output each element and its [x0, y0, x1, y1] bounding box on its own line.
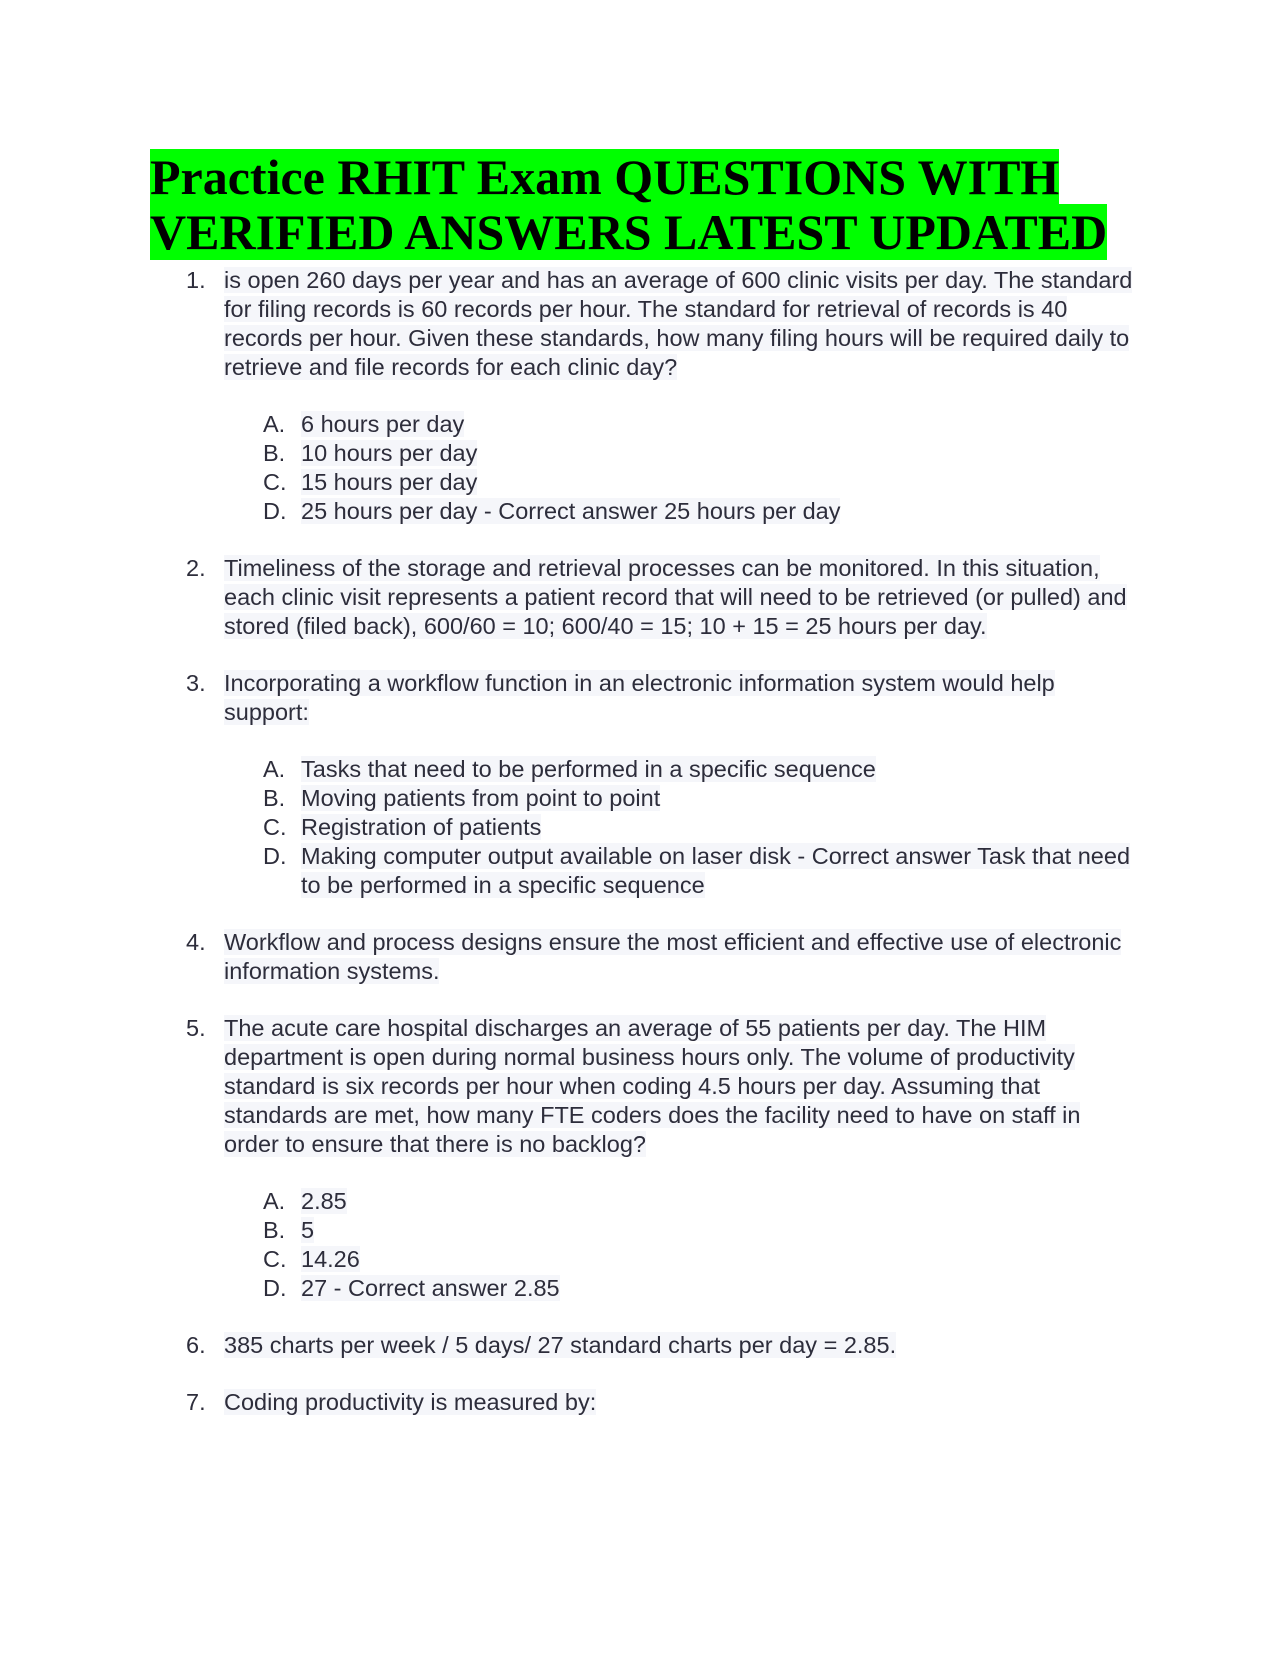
option-text: Moving patients from point to point: [301, 785, 661, 811]
option-letter: C.: [263, 469, 287, 495]
item-number: 7.: [186, 1389, 206, 1415]
item-number: 4.: [186, 929, 206, 955]
answer-options: [186, 410, 1136, 526]
answer-option: [263, 439, 1136, 468]
explanation-text: 385 charts per week / 5 days/ 27 standard charts per day = 2.85.: [224, 1332, 897, 1358]
list-item: [186, 1388, 1136, 1417]
option-letter: B.: [263, 785, 286, 811]
option-text: 2.85: [301, 1188, 347, 1214]
question-text: Coding productivity is measured by:: [224, 1389, 597, 1415]
list-item: [186, 266, 1136, 382]
answer-option: [263, 755, 1136, 784]
answer-option: [263, 1187, 1136, 1216]
option-text: Registration of patients: [301, 814, 542, 840]
option-letter: D.: [263, 843, 287, 869]
option-letter: B.: [263, 440, 286, 466]
option-letter: D.: [263, 1275, 287, 1301]
item-number: 1.: [186, 267, 206, 293]
question-text: The acute care hospital discharges an average of 55 patients per day. The HIM department is open during normal business hours only. The volume of productivity standard is six records per hour when coding 4.5 hours per day. Assuming that standards are met, how many FTE coders does the facility need to have on staff in order to ensure that there is no backlog?: [224, 1015, 1081, 1157]
answer-option: [263, 1216, 1136, 1245]
explanation-text: Timeliness of the storage and retrieval processes can be monitored. In this situation, each clinic visit represents a patient record that will need to be retrieved (or pulled) and stored (filed back), 600/60 = 10; 600/40 = 15; 10 + 15 = 25 hours per day.: [224, 555, 1127, 639]
list-item: [186, 669, 1136, 727]
answer-option: [263, 784, 1136, 813]
answer-options: [186, 755, 1136, 900]
option-letter: D.: [263, 498, 287, 524]
option-letter: C.: [263, 814, 287, 840]
answer-option: [263, 497, 1136, 526]
item-number: 2.: [186, 555, 206, 581]
option-text: 5: [301, 1217, 315, 1243]
spacer: [186, 526, 1136, 554]
option-text: 10 hours per day: [301, 440, 478, 466]
answer-option: [263, 468, 1136, 497]
answer-option: [263, 813, 1136, 842]
item-number: 3.: [186, 670, 206, 696]
list-item: [186, 1014, 1136, 1159]
document-title-text: Practice RHIT Exam QUESTIONS WITH VERIFIED ANSWERS LATEST UPDATED: [150, 149, 1108, 260]
spacer: [186, 1303, 1136, 1331]
question-text: Incorporating a workflow function in an electronic information system would help support:: [224, 670, 1055, 725]
option-text: 14.26: [301, 1246, 360, 1272]
option-text: Making computer output available on laser disk - Correct answer Task that need to be performed in a specific sequence: [301, 843, 1131, 898]
item-number: 5.: [186, 1015, 206, 1041]
list-item: [186, 1331, 1136, 1360]
answer-options: [186, 1187, 1136, 1303]
list-item: [186, 554, 1136, 641]
answer-option: [263, 410, 1136, 439]
option-letter: C.: [263, 1246, 287, 1272]
option-text: 27 - Correct answer 2.85: [301, 1275, 560, 1301]
answer-option: [263, 842, 1136, 900]
spacer: [186, 1360, 1136, 1388]
option-text: Tasks that need to be performed in a specific sequence: [301, 756, 876, 782]
question-text: is open 260 days per year and has an average of 600 clinic visits per day. The standard for filing records is 60 records per hour. The standard for retrieval of records is 40 records per hour. Given these standards, how many filing hours will be required daily to retrieve and file records for each clinic day?: [224, 267, 1133, 380]
option-text: 6 hours per day: [301, 411, 465, 437]
option-letter: A.: [263, 756, 286, 782]
spacer: [186, 641, 1136, 669]
list-item: [186, 928, 1136, 986]
option-text: 15 hours per day: [301, 469, 478, 495]
option-text: 25 hours per day - Correct answer 25 hours per day: [301, 498, 841, 524]
answer-option: [263, 1274, 1136, 1303]
explanation-text: Workflow and process designs ensure the most efficient and effective use of electronic information systems.: [224, 929, 1122, 984]
document-title: [150, 150, 1110, 260]
option-letter: A.: [263, 1188, 286, 1214]
option-letter: B.: [263, 1217, 286, 1243]
spacer: [186, 900, 1136, 928]
spacer: [186, 986, 1136, 1014]
answer-option: [263, 1245, 1136, 1274]
option-letter: A.: [263, 411, 286, 437]
question-list: [186, 266, 1136, 1417]
item-number: 6.: [186, 1332, 206, 1358]
